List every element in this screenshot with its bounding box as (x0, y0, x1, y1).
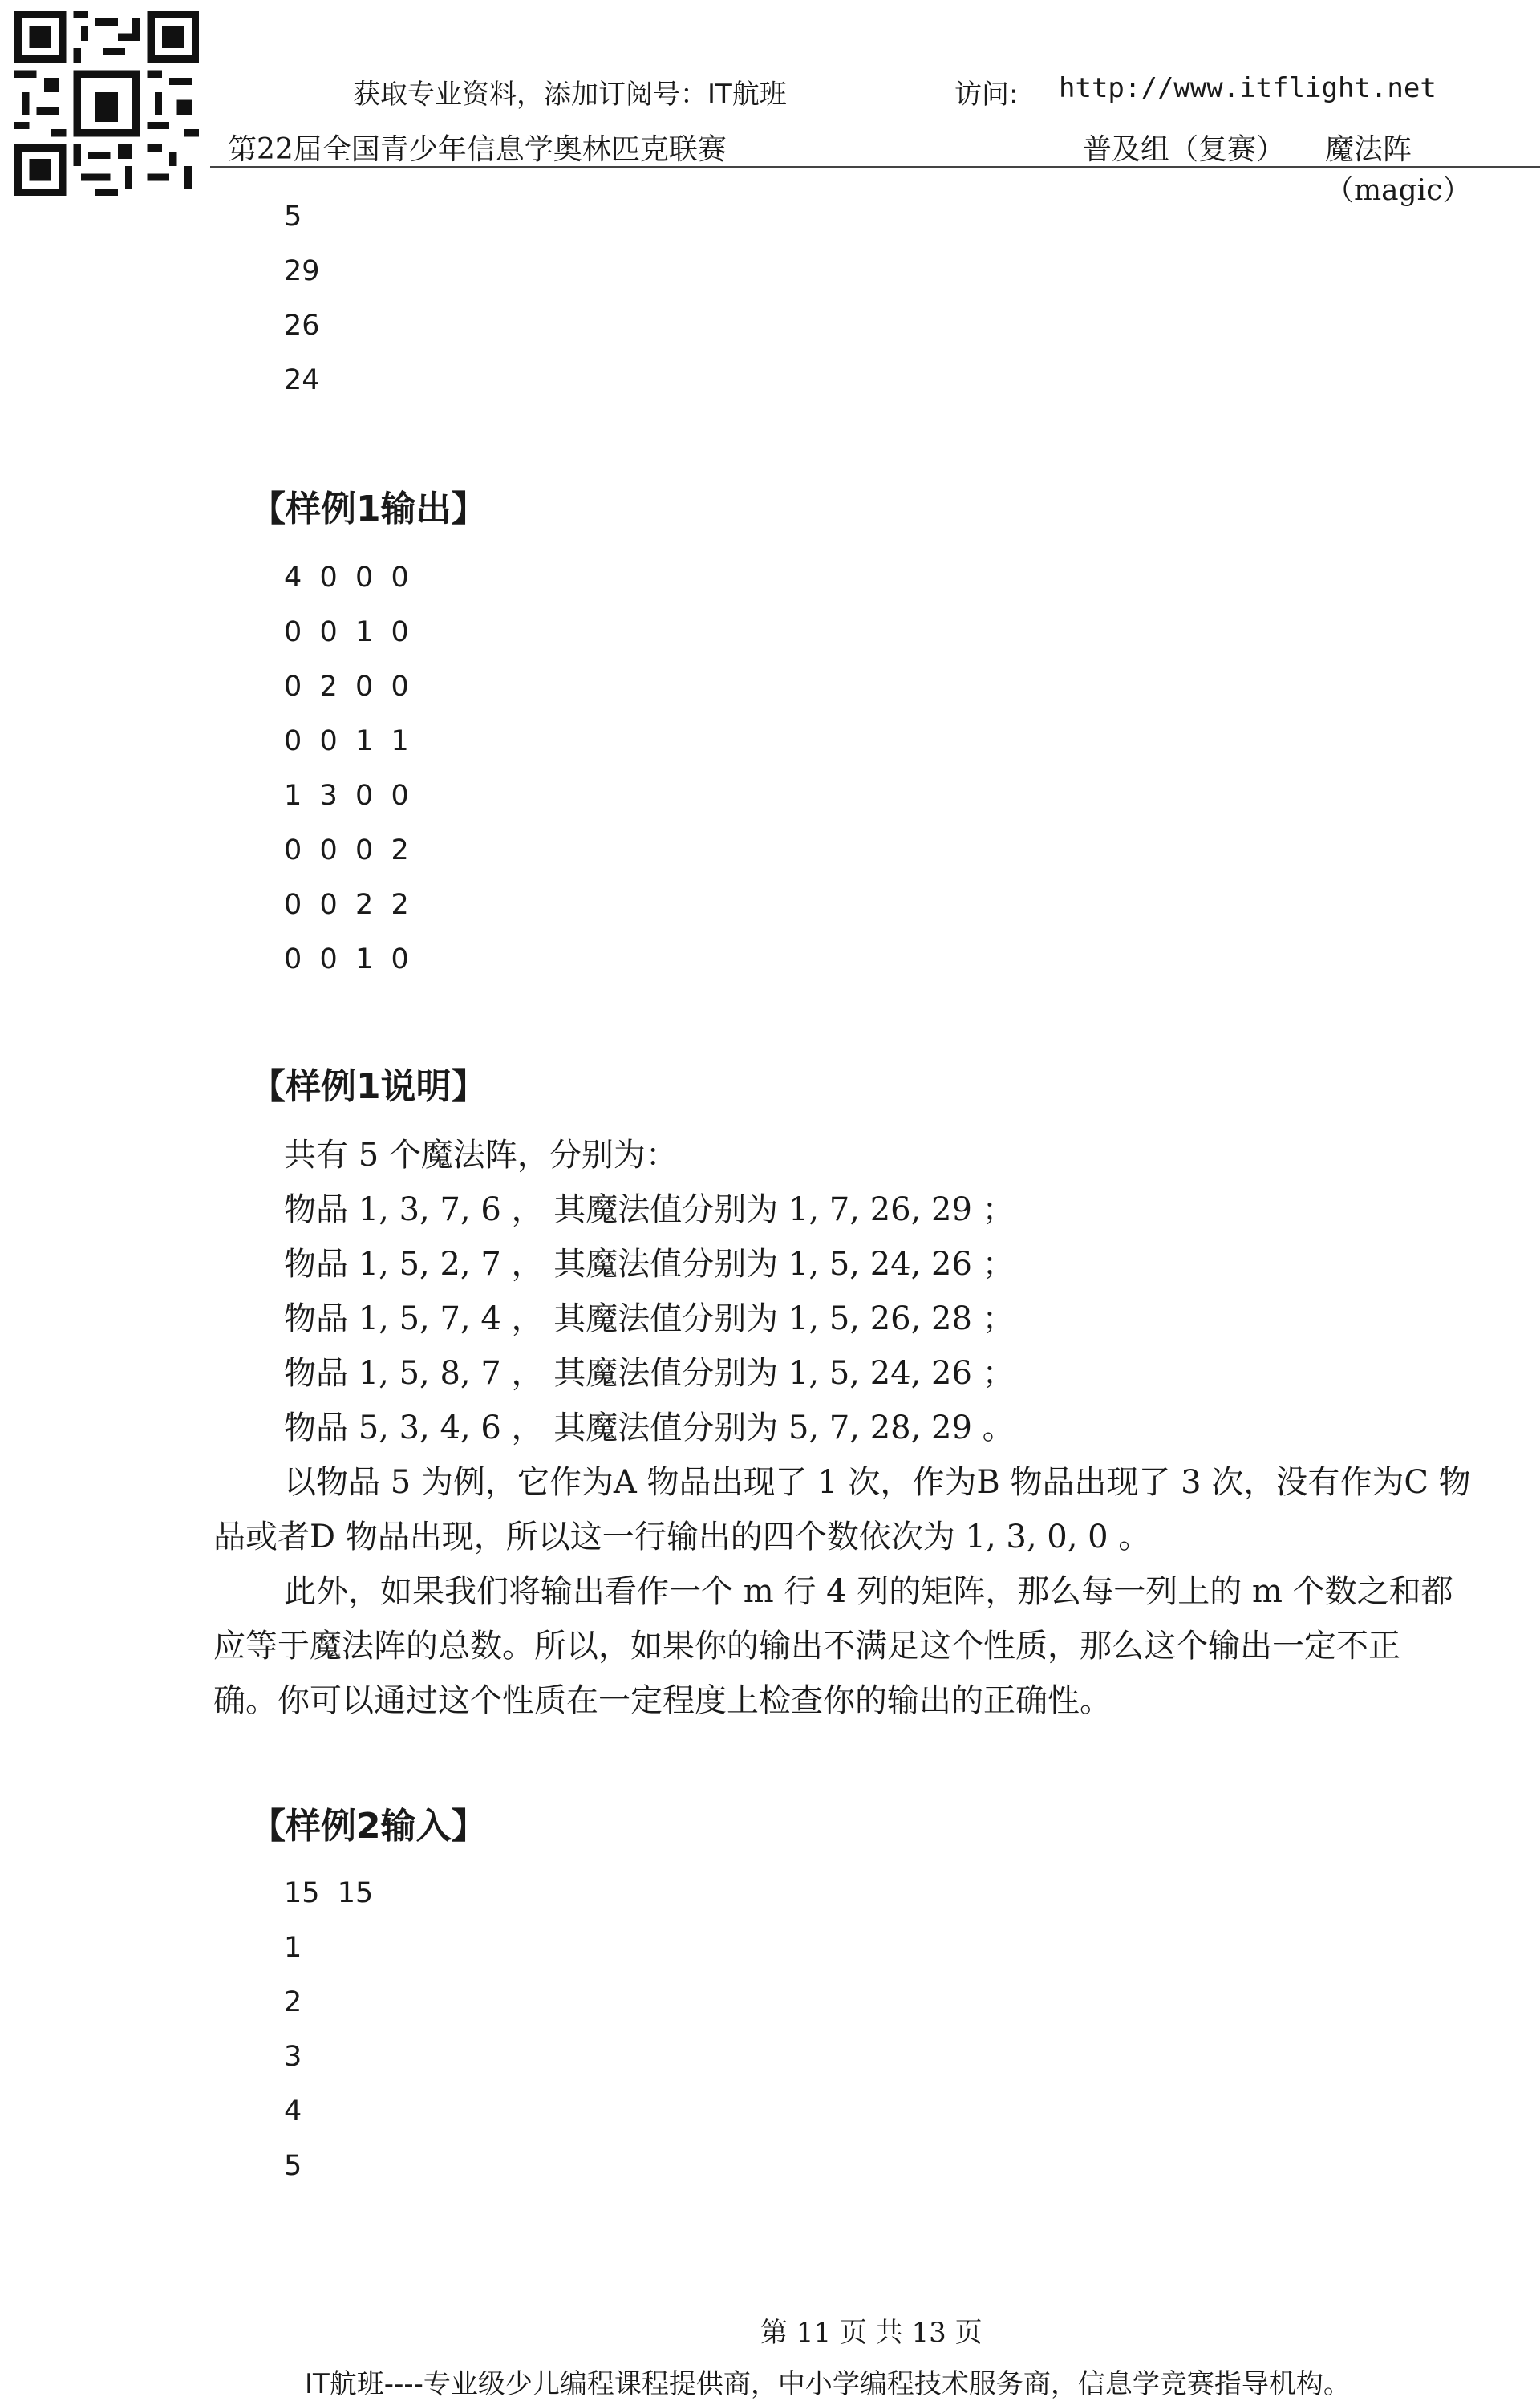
sample2-input-heading: 【样例2输入】 (250, 1806, 487, 1847)
sample2-input-line: 1 (284, 1932, 302, 1964)
contest-group: 普及组（复赛） (1083, 133, 1286, 166)
sample2-input-line: 3 (284, 2041, 302, 2073)
sample1-output-heading: 【样例1输出】 (250, 489, 487, 529)
promo-text: 获取专业资料，添加订阅号：IT航班 (353, 79, 787, 111)
sample1-output-line: 0 0 2 2 (284, 889, 409, 921)
sample1-output-line: 0 0 1 0 (284, 943, 409, 975)
explain-line: 物品 1, 5, 7, 4 ， 其魔法值分别为 1, 5, 26, 28 ； (284, 1300, 1015, 1337)
qr-code-image (14, 11, 199, 196)
sample1-output-line: 0 0 0 2 (284, 834, 409, 866)
sample2-input-line: 5 (284, 2150, 302, 2182)
sample1-input-line: 24 (284, 364, 320, 396)
sample1-output-line: 0 0 1 0 (284, 616, 409, 648)
paragraph-line: 应等于魔法阵的总数。所以，如果你的输出不满足这个性质，那么这个输出一定不正 (213, 1628, 1400, 1665)
page-number: 第 11 页 共 13 页 (760, 2317, 983, 2349)
sample1-explain-heading: 【样例1说明】 (250, 1066, 487, 1107)
paragraph-line: 以物品 5 为例，它作为A 物品出现了 1 次，作为B 物品出现了 3 次，没有作为C 物 (284, 1464, 1471, 1501)
sample2-input-line: 4 (284, 2095, 302, 2127)
sample1-output-line: 0 0 1 1 (284, 725, 409, 757)
sample2-input-line: 15 15 (284, 1877, 374, 1909)
promo-banner (353, 72, 1476, 112)
explain-line: 共有 5 个魔法阵，分别为： (284, 1137, 678, 1174)
paragraph-line: 品或者D 物品出现，所以这一行输出的四个数依次为 1, 3, 0, 0 。 (213, 1519, 1151, 1555)
sample1-output-line: 4 0 0 0 (284, 562, 409, 594)
promo-url-link[interactable]: http://www.itflight.net (1059, 72, 1437, 104)
sample1-input-line: 29 (284, 255, 320, 287)
sample1-output-line: 1 3 0 0 (284, 780, 409, 812)
explain-line: 物品 5, 3, 4, 6 ， 其魔法值分别为 5, 7, 28, 29 。 (284, 1409, 1015, 1446)
paragraph-line: 此外，如果我们将输出看作一个 m 行 4 列的矩阵，那么每一列上的 m 个数之和都 (284, 1573, 1453, 1610)
footer-slogan: IT航班----专业级少儿编程课程提供商，中小学编程技术服务商，信息学竞赛指导机构。 (305, 2368, 1351, 2400)
paragraph-line: 确。你可以通过这个性质在一定程度上检查你的输出的正确性。 (213, 1682, 1112, 1719)
sample1-input-line: 26 (284, 310, 320, 342)
explain-line: 物品 1, 3, 7, 6 ， 其魔法值分别为 1, 7, 26, 29 ； (284, 1191, 1015, 1228)
sample1-output-line: 0 2 0 0 (284, 671, 409, 703)
sample2-input-line: 2 (284, 1986, 302, 2018)
header-divider (210, 166, 1540, 168)
promo-url-label: 访问: (954, 79, 1019, 111)
contest-title: 第22届全国青少年信息学奥林匹克联赛 (228, 133, 727, 166)
explain-line: 物品 1, 5, 8, 7 ， 其魔法值分别为 1, 5, 24, 26 ； (284, 1355, 1015, 1392)
sample1-input-line: 5 (284, 201, 302, 233)
problem-name: 魔法阵（magic） (1325, 133, 1472, 207)
explain-line: 物品 1, 5, 2, 7 ， 其魔法值分别为 1, 5, 24, 26 ； (284, 1246, 1015, 1283)
